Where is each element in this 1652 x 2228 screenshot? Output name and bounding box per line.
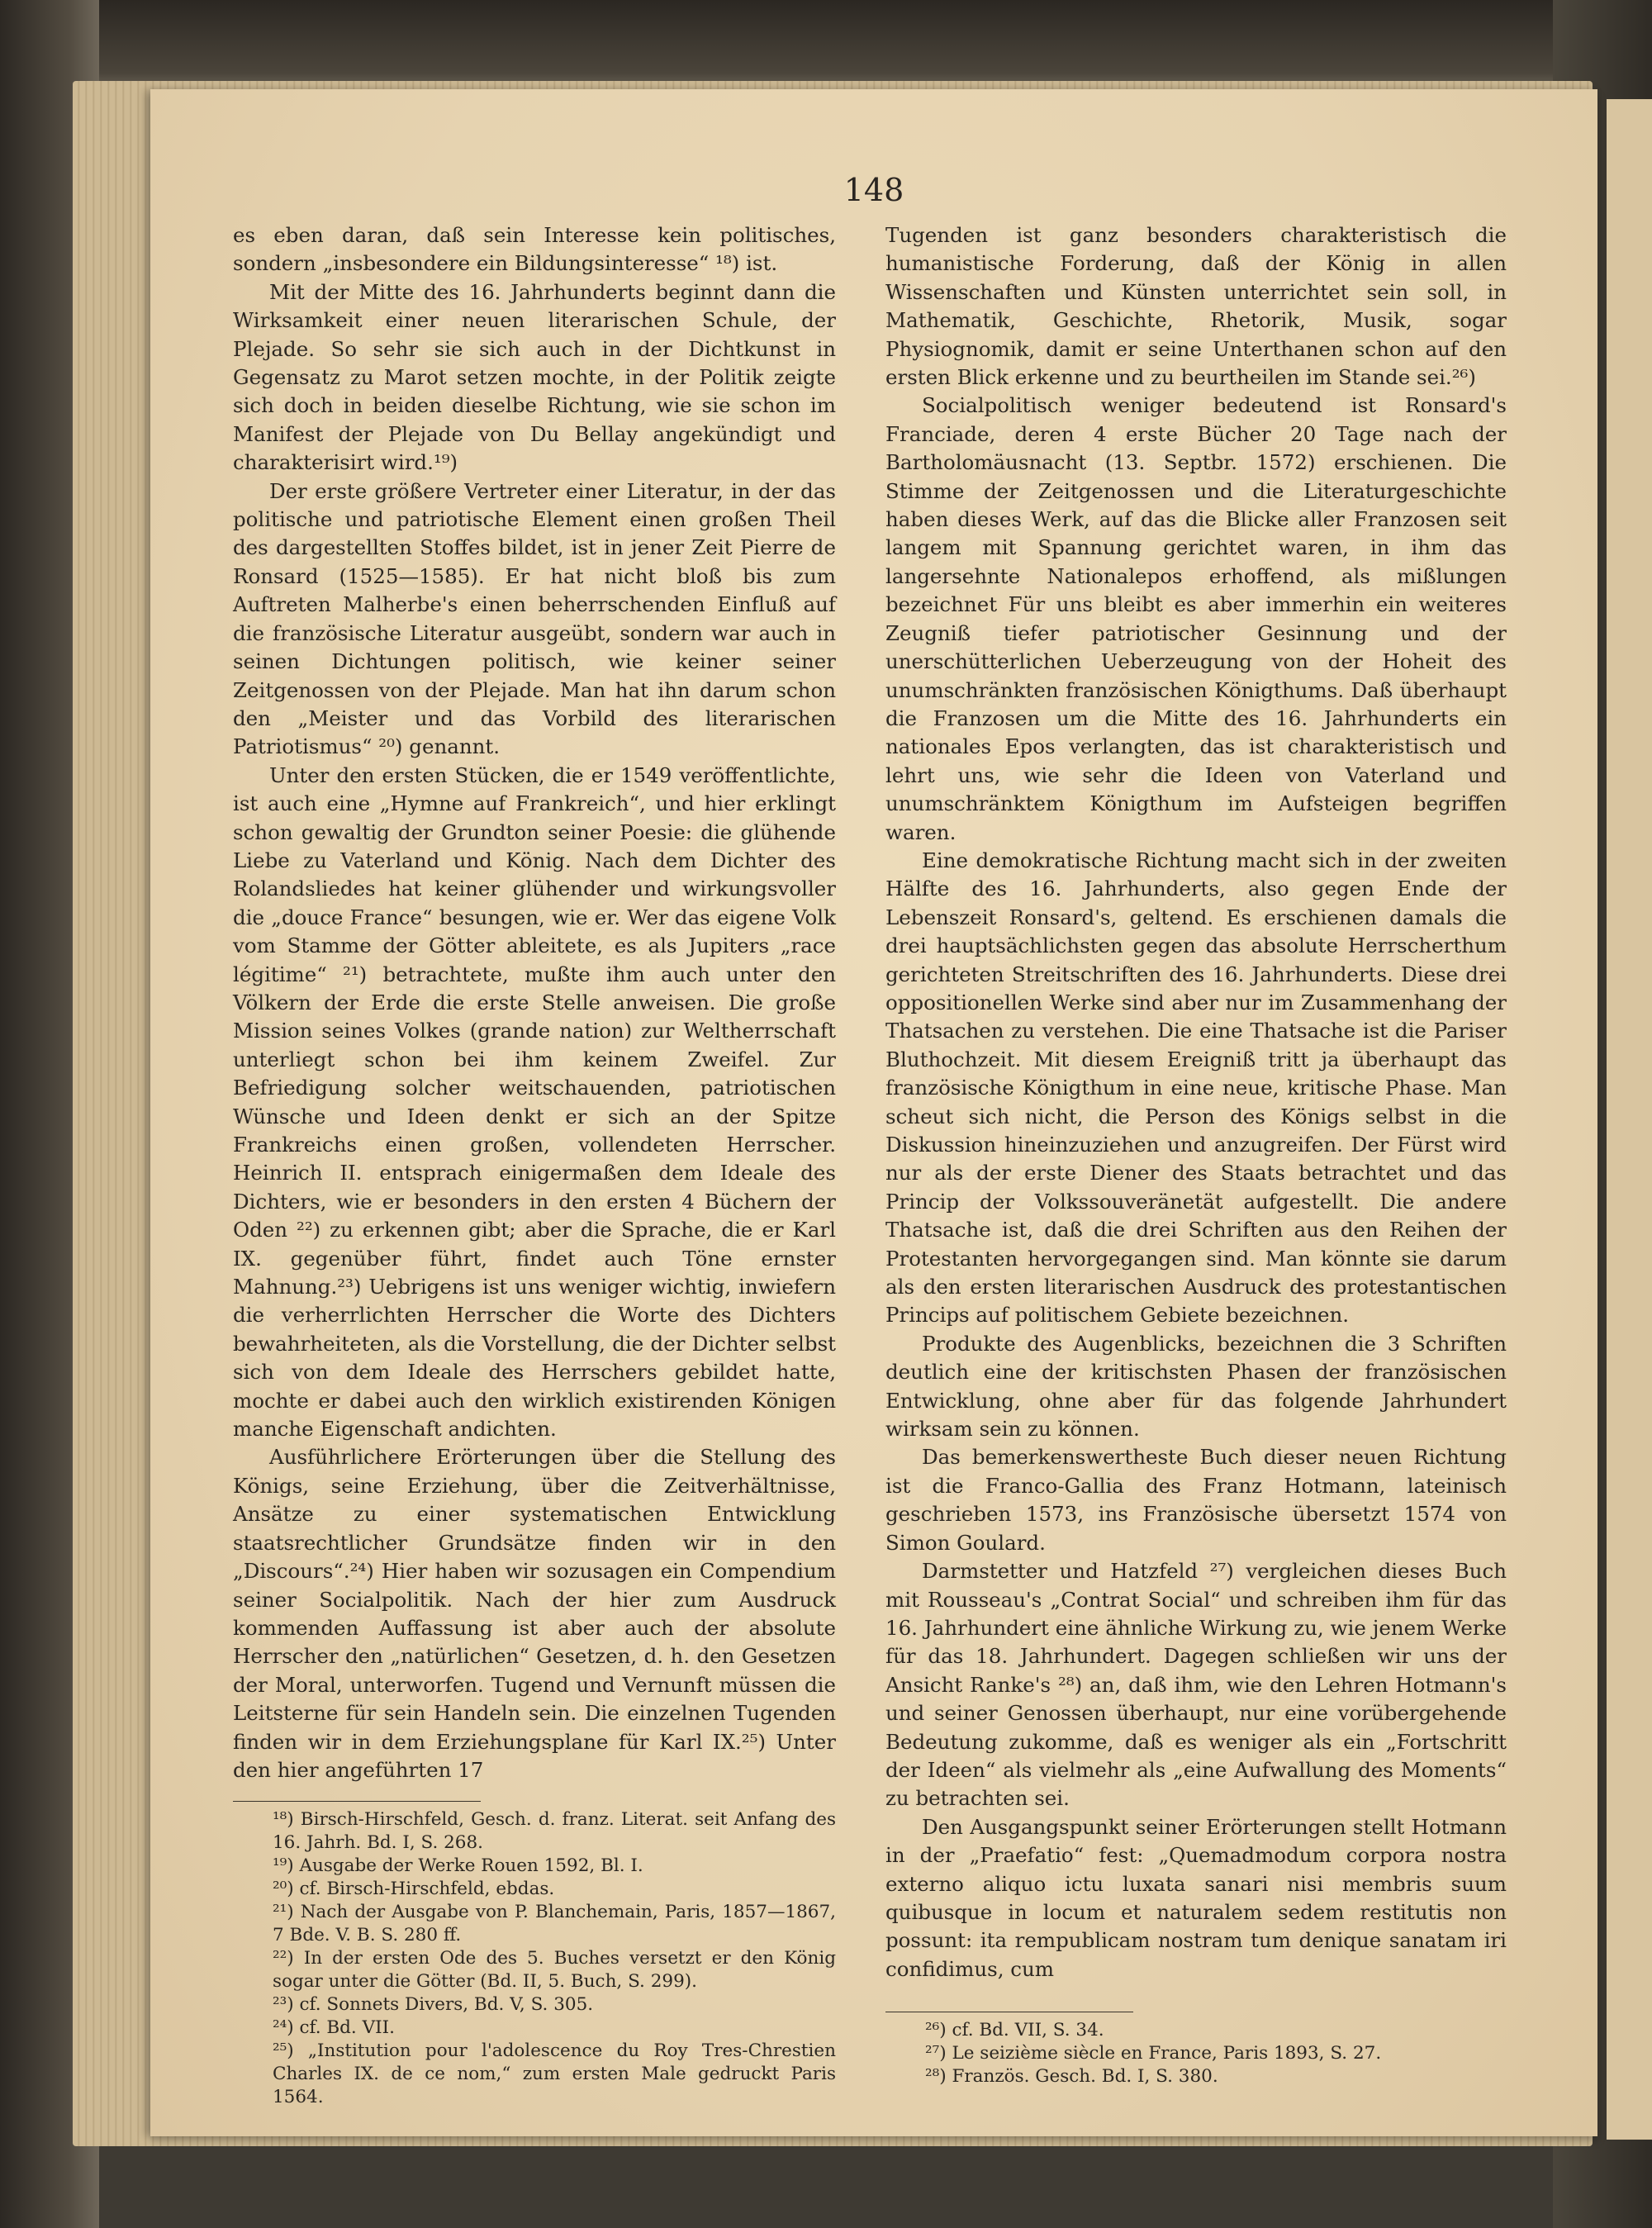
paragraph: Darmstetter und Hatzfeld ²⁷) vergleichen dieses Buch mit Rousseau's „Contrat Social“ und schreiben ihm für das 16. Jahrhundert eine ähnliche Wirkung zu, wie jenem Werke für das 18. Jahrhundert. Dagegen schließen wir uns der Ansicht Ranke's ²⁸) an, daß ihm, wie den Lehren Hotmann's und seiner Genossen überhaupt, nur eine vorübergehende Bedeutung zukomme, daß es weniger als ein „Fortschritt der Ideen“ als vielmehr als „eine Aufwallung des Moments“ zu betrachten sei. [885,1559,1507,1811]
left-column [233,221,836,2109]
facing-page-edge [1607,99,1652,2140]
footnote: ²⁷) Le seizième siècle en France, Paris 1893, S. 27. [925,2043,1382,2064]
footnote: ²²) In der ersten Ode des 5. Buches versetzt er den König sogar unter die Götter (Bd. II, 5. Buch, S. 299). [273,1948,836,1993]
paragraph: Unter den ersten Stücken, die er 1549 veröffentlichte, ist auch eine „Hymne auf Frankreich“, und hier erklingt schon gewaltig der Grundton seiner Poesie: die glühende Liebe zu Vaterland und König. Nach dem Dichter des Rolandsliedes hat keiner glühender und wirkungsvoller die „douce France“ besungen, wie er. Wer das eigene Volk vom Stamme der Götter ableitete, es als Jupiters „race légitime“ ²¹) betrachtete, mußte ihm auch unter den Völkern der Erde die erste Stelle anweisen. Die große Mission seines Volkes (grande nation) zur Weltherrschaft unterliegt schon bei ihm keinem Zweifel. Zur Befriedigung solcher weitschauenden, patriotischen Wünsche und Ideen denkt er sich an der Spitze Frankreichs einen großen, vollendeten Herrscher. Heinrich II. entsprach einigermaßen dem Ideale des Dichters, wie er besonders in den ersten 4 Büchern der Oden ²²) zu erkennen gibt; aber die Sprache, die er Karl IX. gegenüber führt, findet auch Töne ernster Mahnung.²³) Uebrigens ist uns weniger wichtig, inwiefern die verherrlichten Herrscher die Worte des Dichters bewahrheiteten, als die Vorstellung, die der Dichter selbst sich von dem Ideale des Herrschers gebildet hatte, mochte er dabei auch den wirklich existirenden Königen manche Eigenschaft andichten. [233,762,836,1442]
paragraph: Das bemerkenswertheste Buch dieser neuen Richtung ist die Franco-Gallia des Franz Hotmann, lateinisch geschrieben 1573, ins Französische übersetzt 1574 von Simon Goulard. [885,1445,1507,1555]
footnote: ²⁰) cf. Birsch-Hirschfeld, ebdas. [273,1879,555,1900]
paragraph: Mit der Mitte des 16. Jahrhunderts beginnt dann die Wirksamkeit einer neuen literarischen Schule, der Plejade. So sehr sie sich auch in der Dichtkunst in Gegensatz zu Marot setzen mochte, in der Politik zeigte sich doch in beiden dieselbe Richtung, wie sie schon im Manifest der Plejade von Du Bellay angekündigt und charakterisirt wird.¹⁹) [233,279,836,475]
right-column [885,221,1507,2088]
footnotes-right [885,2019,1507,2088]
book-cover-top [0,0,1652,91]
footnote: ²⁵) „Institution pour l'adolescence du Roy Tres-Chrestien Charles IX. de ce nom,“ zum ersten Male gedruckt Paris 1564. [273,2040,836,2108]
footnote-rule [885,2012,1133,2019]
footnotes-left [233,1808,836,2109]
paragraph: es eben daran, daß sein Interesse kein politisches, sondern „insbesondere ein Bildungsinteresse“ ¹⁸) ist. [233,223,836,276]
paragraph: Produkte des Augenblicks, bezeichnen die 3 Schriften deutlich eine der kritischsten Phasen der französischen Entwicklung, ohne aber für das folgende Jahrhundert wirksam sein zu können. [885,1331,1507,1442]
footnote: ²⁶) cf. Bd. VII, S. 34. [925,2020,1104,2041]
paragraph: Der erste größere Vertreter einer Literatur, in der das politische und patriotische Element einen großen Theil des dargestellten Stoffes bildet, ist in jener Zeit Pierre de Ronsard (1525—1585). Er hat nicht bloß bis zum Auftreten Malherbe's einen beherrschenden Einfluß auf die französische Literatur ausgeübt, sondern war auch in seinen Dichtungen politisch, wie keiner seiner Zeitgenossen von der Plejade. Man hat ihn darum schon den „Meister und das Vorbild des literarischen Patriotismus“ ²⁰) genannt. [233,478,836,759]
footnote-rule [233,1801,481,1808]
footnote: ²³) cf. Sonnets Divers, Bd. V, S. 305. [273,1994,594,2016]
paragraph: Tugenden ist ganz besonders charakteristisch die humanistische Forderung, daß der König in allen Wissenschaften und Künsten unterrichtet sein soll, in Mathematik, Geschichte, Rhetorik, Musik, sogar Physiognomik, damit er seine Unterthanen schon auf den ersten Blick erkenne und zu beurtheilen im Stande sei.²⁶) [885,223,1507,390]
paragraph: Socialpolitisch weniger bedeutend ist Ronsard's Franciade, deren 4 erste Bücher 20 Tage nach der Bartholomäusnacht (13. Septbr. 1572) erschienen. Die Stimme der Zeitgenossen und die Literaturgeschichte haben dieses Werk, auf das die Blicke aller Franzosen seit langem mit Spannung gerichtet waren, in ihm das langersehnte Nationalepos erhoffend, als mißlungen bezeichnet Für uns bleibt es aber immerhin ein weiteres Zeugniß tiefer patriotischer Gesinnung und der unerschütterlichen Ueberzeugung von der Hoheit des unumschränkten französischen Königthums. Daß überhaupt die Franzosen um die Mitte des 16. Jahrhunderts ein nationales Epos verlangten, das ist charakteristisch und lehrt uns, wie sehr die Ideen von Vaterland und unumschränktem Königthum im Aufsteigen begriffen waren. [885,393,1507,844]
footnote: ¹⁹) Ausgabe der Werke Rouen 1592, Bl. I. [273,1855,643,1877]
footnote: ²¹) Nach der Ausgabe von P. Blanchemain, Paris, 1857—1867, 7 Bde. V. B. S. 280 ff. [273,1902,836,1946]
book-page [150,89,1597,2136]
footnote: ²⁸) Französ. Gesch. Bd. I, S. 380. [925,2066,1218,2088]
paragraph: Den Ausgangspunkt seiner Erörterungen stellt Hotmann in der „Praefatio“ fest: „Quemadmodum corpora nostra externo aliquo ictu luxata sanari nisi membris suum quibusque in locum et naturalem sedem restitutis non possunt: ita rempublicam nostram tum denique sanatam iri confidimus, cum [885,1814,1507,1981]
footnote: ²⁴) cf. Bd. VII. [273,2017,395,2039]
footnote: ¹⁸) Birsch-Hirschfeld, Gesch. d. franz. Literat. seit Anfang des 16. Jahrh. Bd. I, S. 268. [273,1809,836,1854]
paragraph: Ausführlichere Erörterungen über die Stellung des Königs, seine Erziehung, über die Zeitverhältnisse, Ansätze zu einer systematischen Entwicklung staatsrechtlicher Grundsätze finden wir in den „Discours“.²⁴) Hier haben wir sozusagen ein Compendium seiner Socialpolitik. Nach der hier zum Ausdruck kommenden Auffassung ist aber auch der absolute Herrscher den „natürlichen“ Gesetzen, d. h. den Gesetzen der Moral, unterworfen. Tugend und Vernunft müssen die Leitsterne für sein Handeln sein. Die einzelnen Tugenden finden wir in dem Erziehungsplane für Karl IX.²⁵) Unter den hier angeführten 17 [233,1445,836,1782]
page-number: 148 [843,172,904,208]
paragraph: Eine demokratische Richtung macht sich in der zweiten Hälfte des 16. Jahrhunderts, also gegen Ende der Lebenszeit Ronsard's, geltend. Es erschienen damals die drei hauptsächlichsten gegen das absolute Herrscherthum gerichteten Streitschriften des 16. Jahrhunderts. Diese drei oppositionellen Werke sind aber nur im Zusammenhang der Thatsachen zu verstehen. Die eine Thatsache ist die Pariser Bluthochzeit. Mit diesem Ereigniß tritt ja überhaupt das französische Königthum in eine neue, kritische Phase. Man scheut sich nicht, die Person des Königs selbst in die Diskussion hineinzuziehen und anzugreifen. Der Fürst wird nur als der erste Diener des Staats betrachtet und das Princip der Volkssouveränetät aufgestellt. Die andere Thatsache ist, daß die drei Schriften aus den Reihen der Protestanten hervorgegangen sind. Man könnte sie darum als den ersten literarischen Ausdruck des protestantischen Princips auf politischem Gebiete bezeichnen. [885,848,1507,1328]
